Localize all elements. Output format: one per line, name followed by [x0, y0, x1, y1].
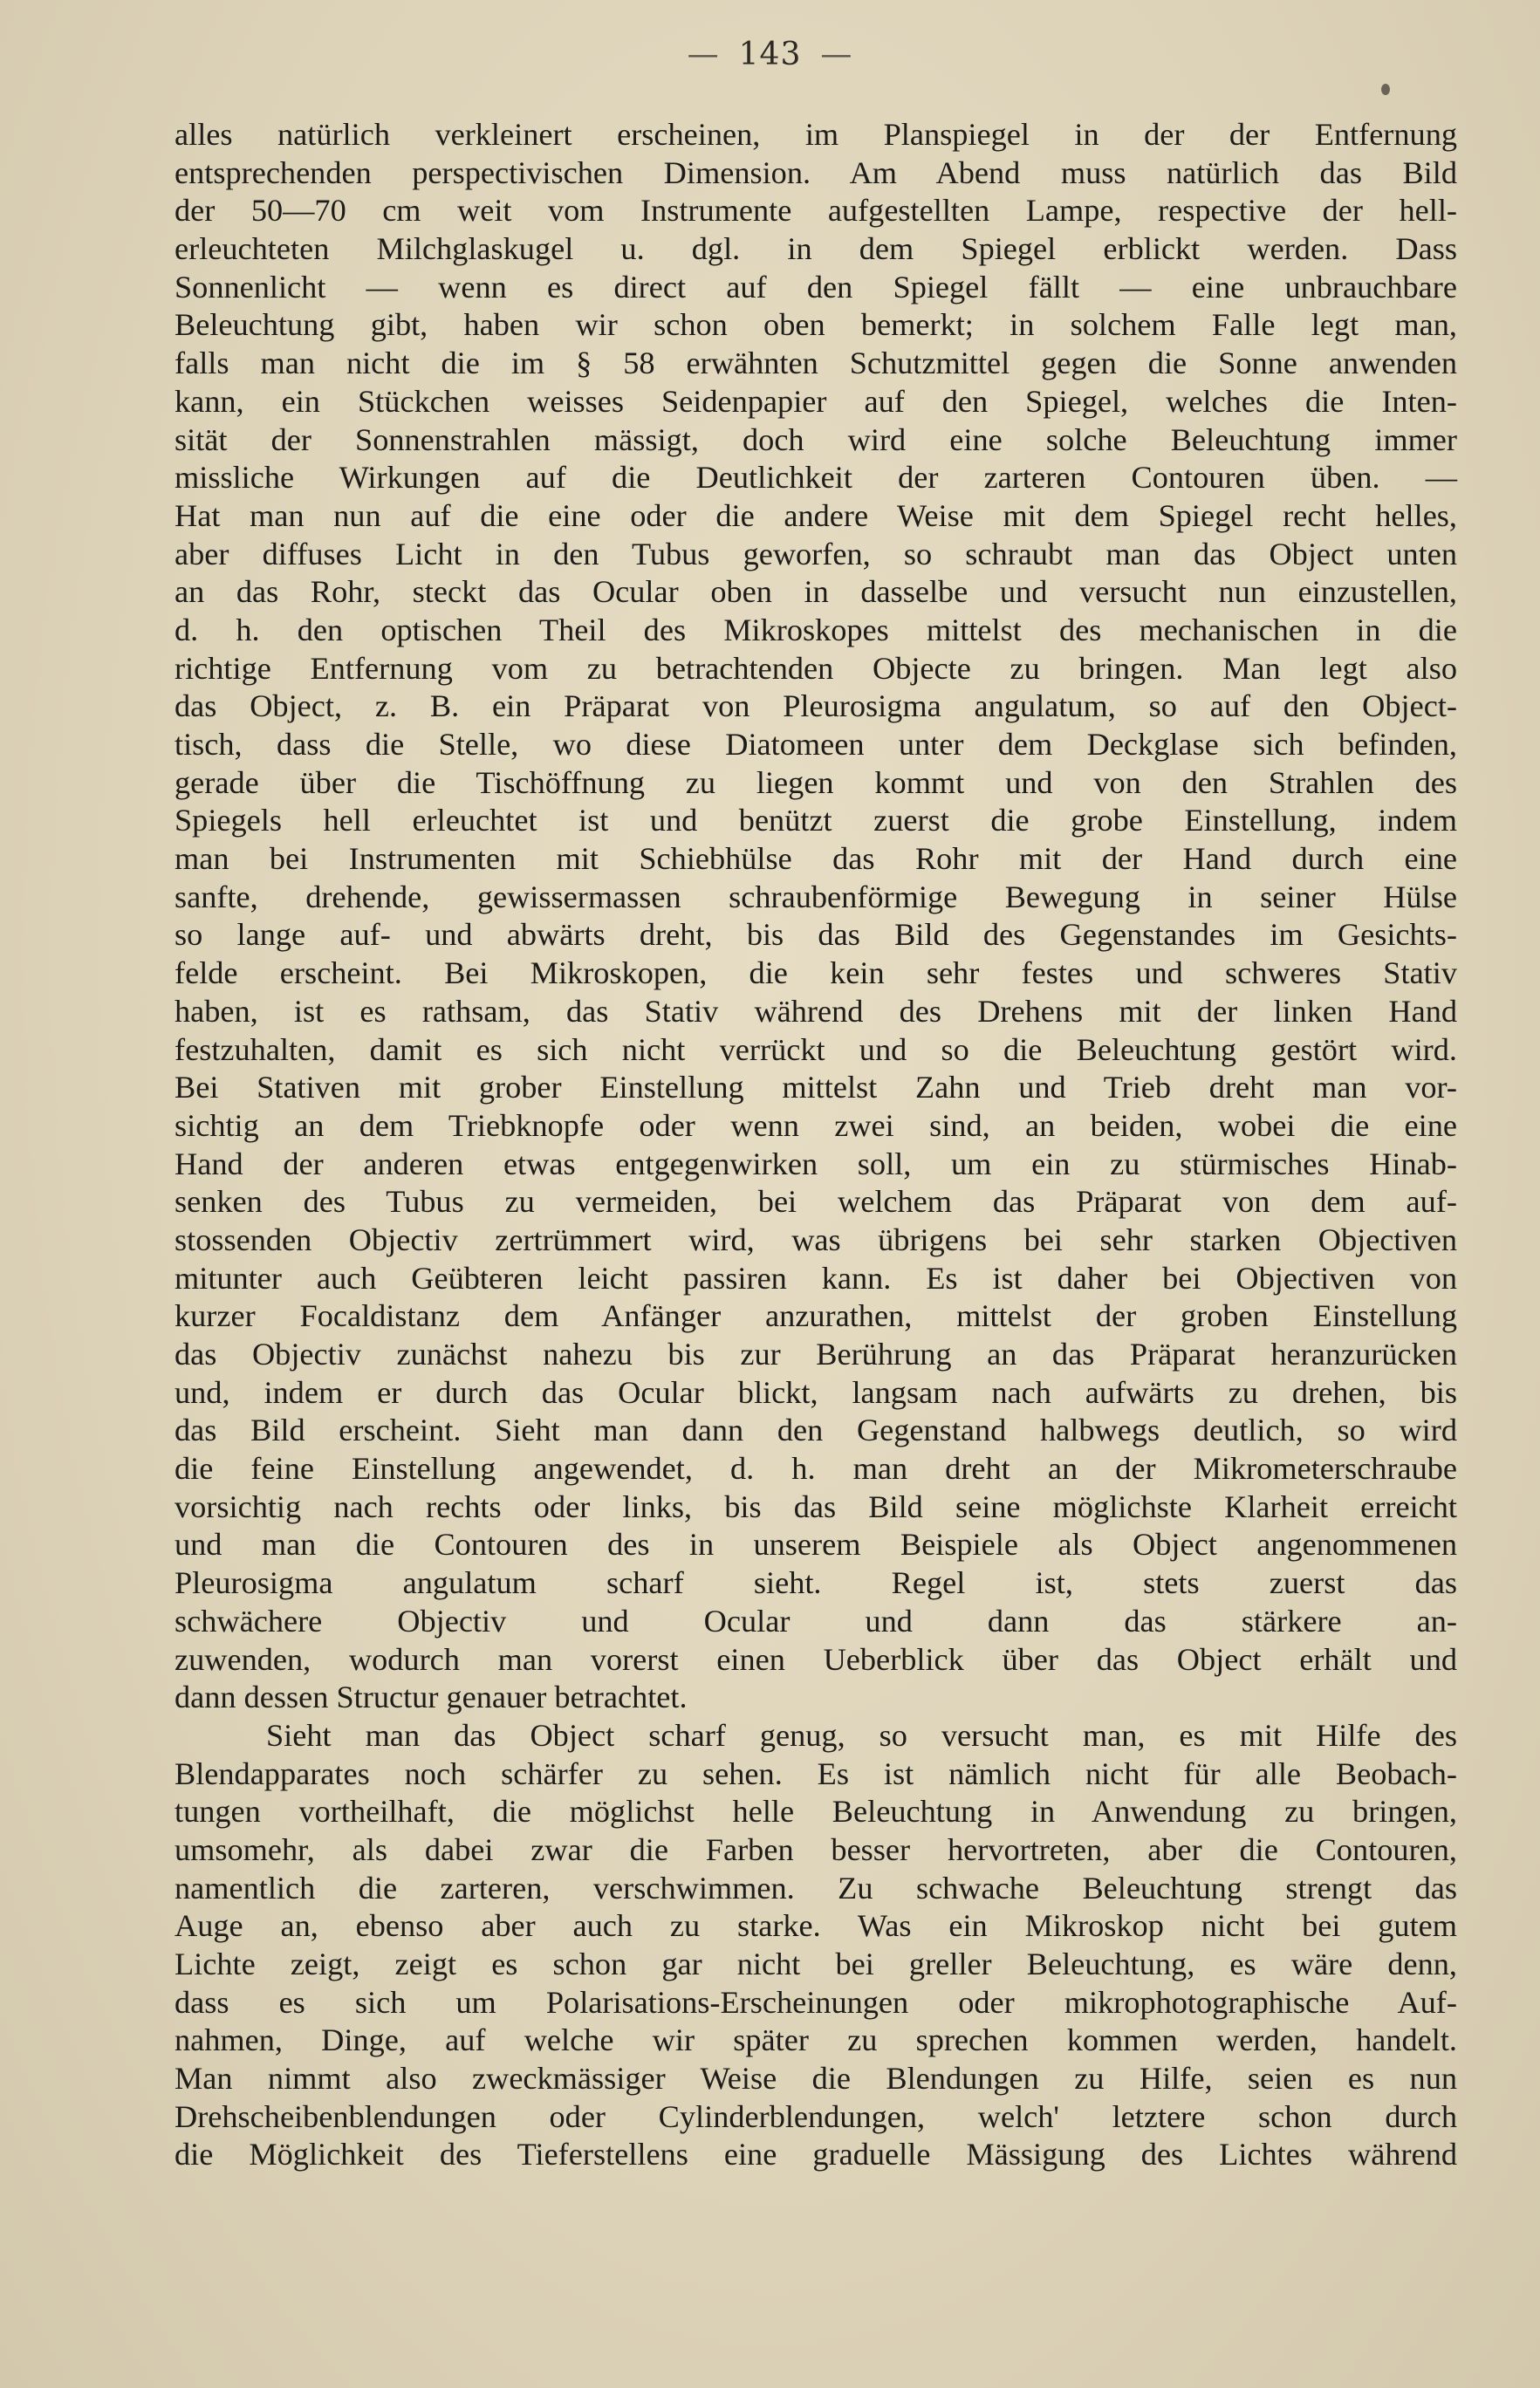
body-text: [175, 116, 1457, 2174]
text-line: schwächere Objectiv und Ocular und dann das stärkere an-: [175, 1603, 1457, 1639]
text-line: kann, ein Stückchen weisses Seidenpapier auf den Spiegel, welches die Inten-: [175, 383, 1457, 419]
text-line: erleuchteten Milchglaskugel u. dgl. in dem Spiegel erblickt werden. Dass: [175, 231, 1457, 267]
text-line: kurzer Focaldistanz dem Anfänger anzurathen, mittelst der groben Einstellung: [175, 1298, 1457, 1334]
text-line: an das Rohr, steckt das Ocular oben in dasselbe und versucht nun einzustellen,: [175, 574, 1457, 610]
text-line: Bei Stativen mit grober Einstellung mittelst Zahn und Trieb dreht man vor-: [175, 1070, 1457, 1105]
text-line: falls man nicht die im § 58 erwähnten Schutzmittel gegen die Sonne anwenden: [175, 346, 1457, 381]
header-dash-left: —: [687, 37, 720, 72]
text-line: das Object, z. B. ein Präparat von Pleurosigma angulatum, so auf den Object-: [175, 688, 1457, 724]
text-line-paragraph-start: Sieht man das Object scharf genug, so versucht man, es mit Hilfe des: [266, 1717, 1457, 1753]
text-line: das Bild erscheint. Sieht man dann den Gegenstand halbwegs deutlich, so wird: [175, 1413, 1457, 1448]
text-line: zuwenden, wodurch man vorerst einen Ueberblick über das Object erhält und: [175, 1641, 1457, 1677]
text-line: tisch, dass die Stelle, wo diese Diatomeen unter dem Deckglase sich befinden,: [175, 727, 1457, 762]
text-line: und man die Contouren des in unserem Beispiele als Object angenommenen: [175, 1527, 1457, 1563]
text-line: Pleurosigma angulatum scharf sieht. Regel ist, stets zuerst das: [175, 1565, 1457, 1601]
text-line: man bei Instrumenten mit Schiebhülse das Rohr mit der Hand durch eine: [175, 841, 1457, 877]
text-line: die feine Einstellung angewendet, d. h. man dreht an der Mikrometerschraube: [175, 1451, 1457, 1487]
text-line: der 50—70 cm weit vom Instrumente aufgestellten Lampe, respective der hell-: [175, 193, 1457, 229]
text-line: Drehscheibenblendungen oder Cylinderblendungen, welch' letztere schon durch: [175, 2098, 1457, 2134]
text-line: Man nimmt also zweckmässiger Weise die Blendungen zu Hilfe, seien es nun: [175, 2061, 1457, 2097]
text-line: Beleuchtung gibt, haben wir schon oben bemerkt; in solchem Falle legt man,: [175, 307, 1457, 343]
text-line: die Möglichkeit des Tieferstellens eine graduelle Mässigung des Lichtes während: [175, 2137, 1457, 2172]
text-line: Hand der anderen etwas entgegenwirken soll, um ein zu stürmisches Hinab-: [175, 1146, 1457, 1181]
text-line: entsprechenden perspectivischen Dimension. Am Abend muss natürlich das Bild: [175, 154, 1457, 190]
text-line: festzuhalten, damit es sich nicht verrückt und so die Beleuchtung gestört wird.: [175, 1031, 1457, 1067]
text-line: Hat man nun auf die eine oder die andere Weise mit dem Spiegel recht helles,: [175, 497, 1457, 533]
text-line: tungen vortheilhaft, die möglichst helle Beleuchtung in Anwendung zu bringen,: [175, 1794, 1457, 1830]
text-line: so lange auf- und abwärts dreht, bis das Bild des Gegenstandes im Gesichts-: [175, 917, 1457, 953]
text-line: umsomehr, als dabei zwar die Farben besser hervortreten, aber die Contouren,: [175, 1831, 1457, 1867]
text-line: richtige Entfernung vom zu betrachtenden Objecte zu bringen. Man legt also: [175, 650, 1457, 686]
page-header: [0, 37, 1540, 72]
text-line: senken des Tubus zu vermeiden, bei welchem das Präparat von dem auf-: [175, 1184, 1457, 1220]
text-line: nahmen, Dinge, auf welche wir später zu sprechen kommen werden, handelt.: [175, 2022, 1457, 2058]
page-number: 143: [738, 37, 802, 72]
text-line: Lichte zeigt, zeigt es schon gar nicht bei greller Beleuchtung, es wäre denn,: [175, 1947, 1457, 1981]
ink-spot: [1381, 84, 1390, 95]
text-line: namentlich die zarteren, verschwimmen. Zu schwache Beleuchtung strengt das: [175, 1870, 1457, 1906]
text-line: das Objectiv zunächst nahezu bis zur Berührung an das Präparat heranzurücken: [175, 1337, 1457, 1372]
text-line: gerade über die Tischöffnung zu liegen kommt und von den Strahlen des: [175, 764, 1457, 800]
text-line: sanfte, drehende, gewissermassen schraubenförmige Bewegung in seiner Hülse: [175, 879, 1457, 914]
text-line: aber diffuses Licht in den Tubus geworfen, so schraubt man das Object unten: [175, 536, 1457, 571]
text-line: Blendapparates noch schärfer zu sehen. Es ist nämlich nicht für alle Beobach-: [175, 1755, 1457, 1791]
text-line: haben, ist es rathsam, das Stativ während des Drehens mit der linken Hand: [175, 993, 1457, 1029]
text-line: Spiegels hell erleuchtet ist und benützt zuerst die grobe Einstellung, indem: [175, 803, 1457, 838]
text-line: missliche Wirkungen auf die Deutlichkeit der zarteren Contouren üben. —: [175, 460, 1457, 496]
text-line: Auge an, ebenso aber auch zu starke. Was ein Mikroskop nicht bei gutem: [175, 1908, 1457, 1944]
text-line: Sonnenlicht — wenn es direct auf den Spiegel fällt — eine unbrauchbare: [175, 269, 1457, 304]
text-line: und, indem er durch das Ocular blickt, langsam nach aufwärts zu drehen, bis: [175, 1374, 1457, 1410]
text-line: sichtig an dem Triebknopfe oder wenn zwei sind, an beiden, wobei die eine: [175, 1107, 1457, 1143]
text-line: dass es sich um Polarisations-Erscheinungen oder mikrophotographische Auf-: [175, 1984, 1457, 2020]
text-line-paragraph-end: dann dessen Structur genauer betrachtet.: [175, 1680, 688, 1715]
text-line: felde erscheint. Bei Mikroskopen, die kein sehr festes und schweres Stativ: [175, 955, 1457, 991]
text-line: d. h. den optischen Theil des Mikroskopes mittelst des mechanischen in die: [175, 612, 1457, 647]
text-line: vorsichtig nach rechts oder links, bis das Bild seine möglichste Klarheit erreicht: [175, 1488, 1457, 1524]
header-dash-right: —: [820, 37, 853, 72]
text-line: alles natürlich verkleinert erscheinen, im Planspiegel in der der Entfernung: [175, 117, 1457, 152]
text-line: mitunter auch Geübteren leicht passiren kann. Es ist daher bei Objectiven von: [175, 1260, 1457, 1296]
text-line: sität der Sonnenstrahlen mässigt, doch wird eine solche Beleuchtung immer: [175, 421, 1457, 457]
text-line: stossenden Objectiv zertrümmert wird, was übrigens bei sehr starken Objectiven: [175, 1221, 1457, 1257]
